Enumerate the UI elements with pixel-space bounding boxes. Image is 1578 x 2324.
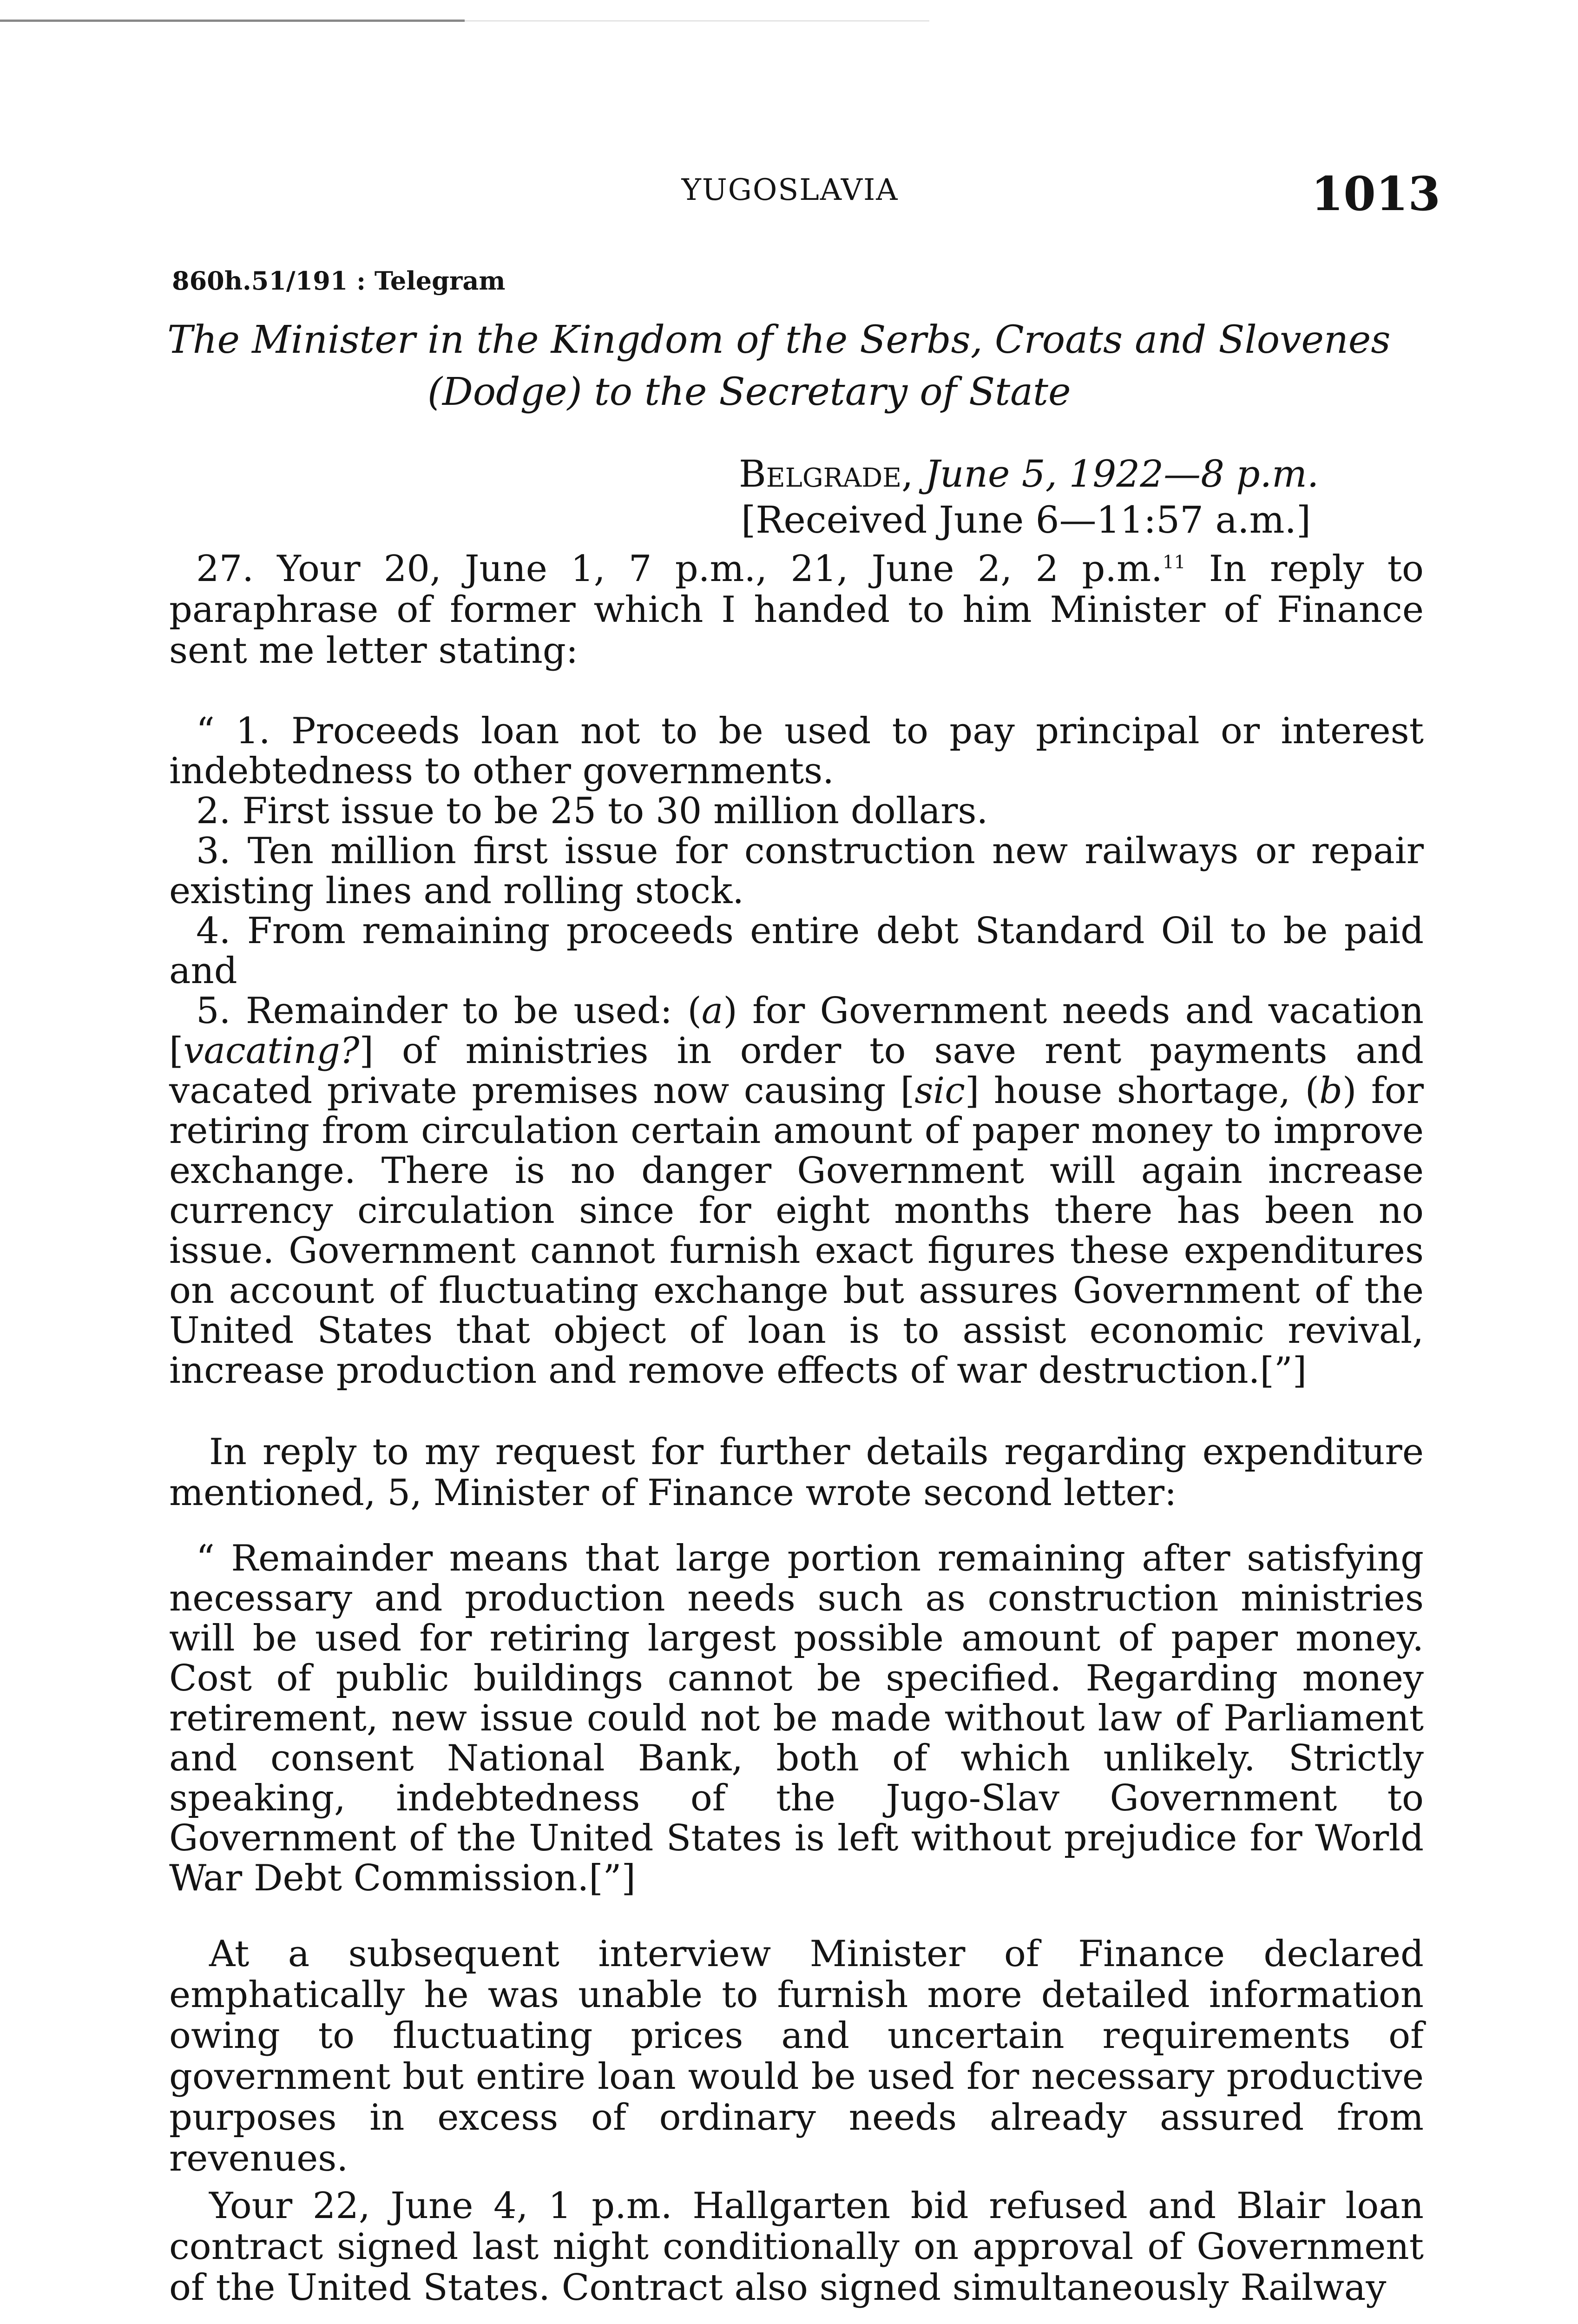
- dateline-date: June 5, 1922—8 p.m.: [925, 452, 1319, 495]
- paragraph-opening: [169, 548, 1424, 671]
- paragraph-interview: At a subsequent interview Minister of Finance declared emphatically he was unable to furnish more detailed information owing to fluctuating prices and uncertain requirements of government but entire loan would be used for necessary productive purposes in excess of ordinary needs already assured from revenues.: [169, 1933, 1424, 2179]
- request-paragraph-block: [169, 1432, 1424, 1513]
- list-item-1: “ 1. Proceeds loan not to be used to pay principal or interest indebtedness to other governments.: [169, 710, 1424, 792]
- item5-vacating: vacating?: [183, 1030, 360, 1072]
- second-letter-text: “ Remainder means that large portion remaining after satisfying necessary and production needs such as construction ministries will be used for retiring largest possible amount of paper money. Cost of public buildings cannot be specified. Regarding money retirement, new issue could not be made without law of Parliament and consent National Bank, both of which unlikely. Strictly speaking, indebtedness of the Jugo-Slav Government to Government of the United States is left without prejudice for World War Debt Commission.[”]: [169, 1538, 1424, 1899]
- opening-text-rest: In reply to paraphrase of former which I handed to him Minister of Finance sent me letter stating:: [169, 548, 1424, 672]
- closing-paragraphs: [169, 1934, 1424, 2308]
- item5-part-d: ] house shortage, (: [965, 1070, 1320, 1112]
- dateline: [739, 450, 1319, 498]
- document-title: [167, 314, 1431, 418]
- item5-part-e: ) for retiring from circulation certain amount of paper money to improve exchange. There is no danger Government will again increase currency circulation since for eight months there has been no issue. Government cannot furnish exact figures these expenditures on account of fluctuating exchange but assures Government of the United States that object of loan is to assist economic revival, increase production and remove effects of war destruction.[”]: [169, 1070, 1424, 1392]
- item5-part-c: ] of ministries in order to save rent payments and vacated private premises now causing [: [169, 1030, 1424, 1112]
- top-rule: [0, 20, 465, 22]
- received-line: [Received June 6—11:57 a.m.]: [741, 498, 1311, 541]
- item5-part-b: ) for Government needs and vacation [: [169, 990, 1424, 1072]
- opening-text: 27. Your 20, June 1, 7 p.m., 21, June 2, 2 p.m.: [196, 548, 1163, 590]
- footnote-ref: 11: [1162, 552, 1186, 573]
- list-item-5: [169, 991, 1424, 1391]
- item5-sic: sic: [914, 1070, 965, 1112]
- title-line-1: The Minister in the Kingdom of the Serbs, Croats and Slovenes: [167, 318, 1391, 362]
- first-letter-quote: [169, 711, 1424, 1391]
- list-item-3: 3. Ten million first issue for construction new railways or repair existing lines and rolling stock.: [169, 830, 1424, 912]
- item5-letter-a: a: [701, 990, 723, 1032]
- page-number: 1013: [1311, 166, 1440, 221]
- dateline-place: Belgrade,: [739, 452, 914, 495]
- file-reference: 860h.51/191 : Telegram: [172, 266, 506, 296]
- paragraph-request: In reply to my request for further details regarding expenditure mentioned, 5, Minister of Finance wrote second letter:: [169, 1431, 1424, 1514]
- list-item-2: 2. First issue to be 25 to 30 million dollars.: [196, 790, 988, 832]
- opening-paragraph: [169, 548, 1424, 671]
- running-head: YUGOSLAVIA: [681, 173, 899, 207]
- item5-part-a: 5. Remainder to be used: (: [196, 990, 702, 1032]
- list-item-4: 4. From remaining proceeds entire debt Standard Oil to be paid and: [169, 910, 1424, 992]
- second-letter-quote: [169, 1538, 1424, 1898]
- paragraph-final: Your 22, June 4, 1 p.m. Hallgarten bid refused and Blair loan contract signed last night conditionally on approval of Government of the United States. Contract also signed simultaneously Railway: [169, 2185, 1424, 2309]
- top-rule-faint: [465, 20, 929, 21]
- title-line-2: (Dodge) to the Secretary of State: [427, 370, 1071, 414]
- item5-letter-b: b: [1319, 1070, 1342, 1112]
